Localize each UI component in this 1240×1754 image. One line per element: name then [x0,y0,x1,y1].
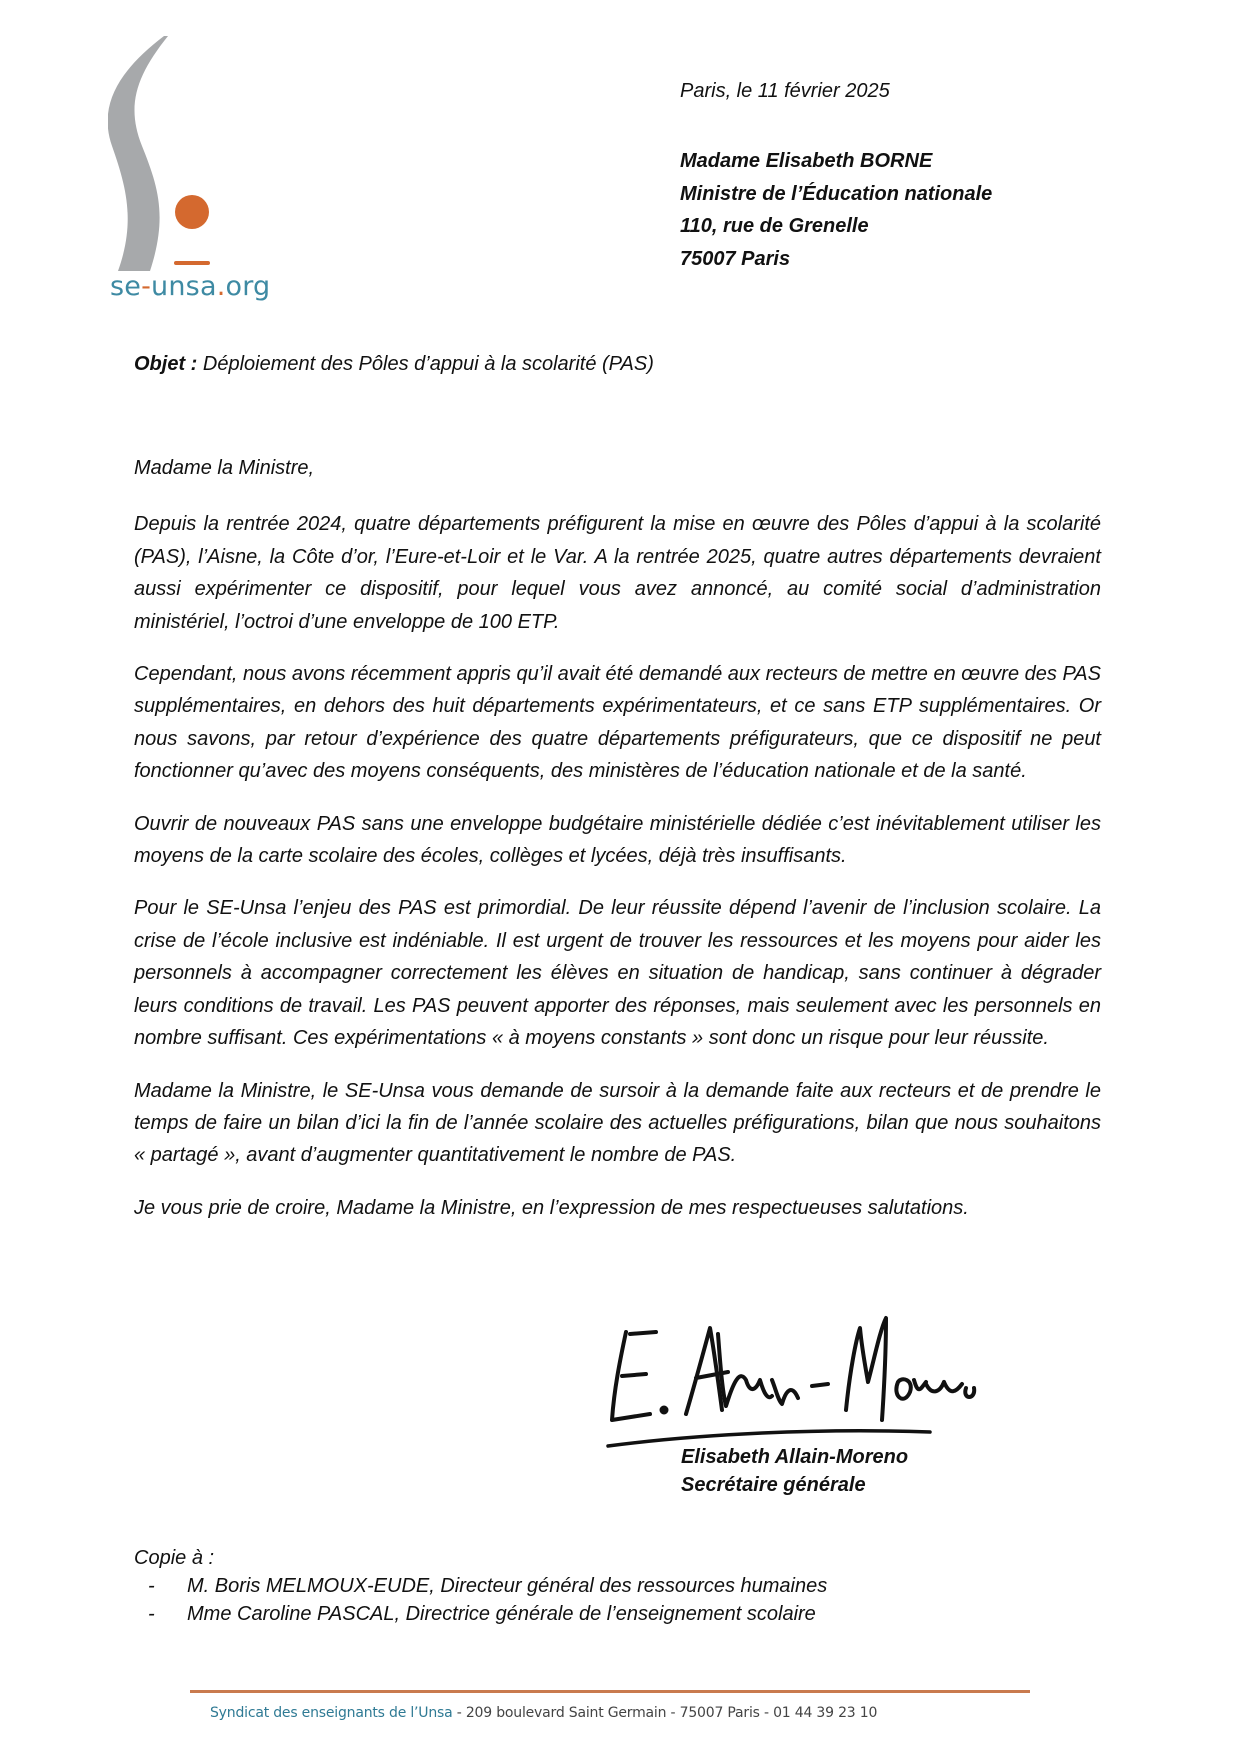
list-item: - M. Boris MELMOUX-EUDE, Directeur général des ressources humaines [134,1572,827,1600]
paragraph: Madame la Ministre, le SE-Unsa vous demande de sursoir à la demande faite aux recteurs et de prendre le temps de faire un bilan d’ici la fin de l’année scolaire des actuelles préfigurations, bilan que nous souhaitons « partagé », avant d’augmenter quantitativement le nombre de PAS. [134,1079,1101,1167]
recipient-name: Madame Elisabeth BORNE [680,150,933,172]
se-unsa-logo [108,36,278,306]
signer-title: Secrétaire générale [681,1474,866,1496]
dash-bullet-icon: - [148,1603,155,1625]
salutation: Madame la Ministre, [134,457,315,479]
signer-block [681,1443,908,1499]
subject-line [134,353,654,376]
subject-text: Déploiement des Pôles d’appui à la scolarité (PAS) [197,353,654,375]
signer-name: Elisabeth Allain-Moreno [681,1446,909,1468]
copies-list [134,1572,827,1628]
paragraph: Cependant, nous avons récemment appris qu’il avait été demandé aux recteurs de mettre en œuvre des PAS supplémentaires, en dehors des huit départements expérimentateurs, et ce sans ETP supplémentaires. Or nous savons, par retour d’expérience des quatre départements préfigurateurs, que ce dispositif ne peut fonctionner qu’avec des moyens conséquents, des ministères de l’éducation nationale et de la santé. [134,663,1101,783]
recipient-block [680,145,992,275]
footer-org: Syndicat des enseignants de l’Unsa [210,1705,453,1721]
letter-date: Paris, le 11 février 2025 [680,80,890,102]
handwritten-signature [600,1310,980,1450]
paragraph: Ouvrir de nouveaux PAS sans une enveloppe budgétaire ministérielle dédiée c’est inévitablement utiliser les moyens de la carte scolaire des écoles, collèges et lycées, déjà très insuffisants. [134,812,1101,868]
logo-url: se-unsa.org [110,271,271,302]
copies-block [134,1544,827,1628]
copies-label: Copie à : [134,1547,215,1569]
letter-body [134,452,1101,1244]
list-item: - Mme Caroline PASCAL, Directrice générale de l’enseignement scolaire [134,1600,827,1628]
footer-address: - 209 boulevard Saint Germain - 75007 Paris - 01 44 39 23 10 [452,1705,878,1721]
paragraph: Pour le SE-Unsa l’enjeu des PAS est primordial. De leur réussite dépend l’avenir de l’inclusion scolaire. La crise de l’école inclusive est indéniable. Il est urgent de trouver les ressources et les moyens pour aider les personnels à accompagner correctement les élèves en situation de handicap, sans continuer à dégrader leurs conditions de travail. Les PAS peuvent apporter des réponses, mais seulement avec les personnels en nombre suffisant. Ces expérimentations « à moyens constants » sont donc un risque pour leur réussite. [134,897,1101,1050]
footer-divider [190,1690,1030,1693]
dash-bullet-icon: - [148,1575,155,1597]
subject-label: Objet : [134,353,198,375]
paragraph: Depuis la rentrée 2024, quatre départements préfigurent la mise en œuvre des Pôles d’appui à la scolarité (PAS), l’Aisne, la Côte d’or, l’Eure-et-Loir et le Var. A la rentrée 2025, quatre autres départements devraient aussi expérimenter ce dispositif, pour lequel vous avez annoncé, au comité social d’administration ministériel, l’octroi d’une enveloppe de 100 ETP. [134,513,1101,633]
recipient-city: 75007 Paris [680,247,791,270]
footer [210,1705,877,1721]
recipient-street: 110, rue de Grenelle [680,215,869,237]
closing: Je vous prie de croire, Madame la Ministre, en l’expression de mes respectueuses salutations. [134,1196,969,1219]
recipient-title: Ministre de l’Éducation nationale [680,182,993,205]
logo-s-mark-icon [108,36,278,271]
